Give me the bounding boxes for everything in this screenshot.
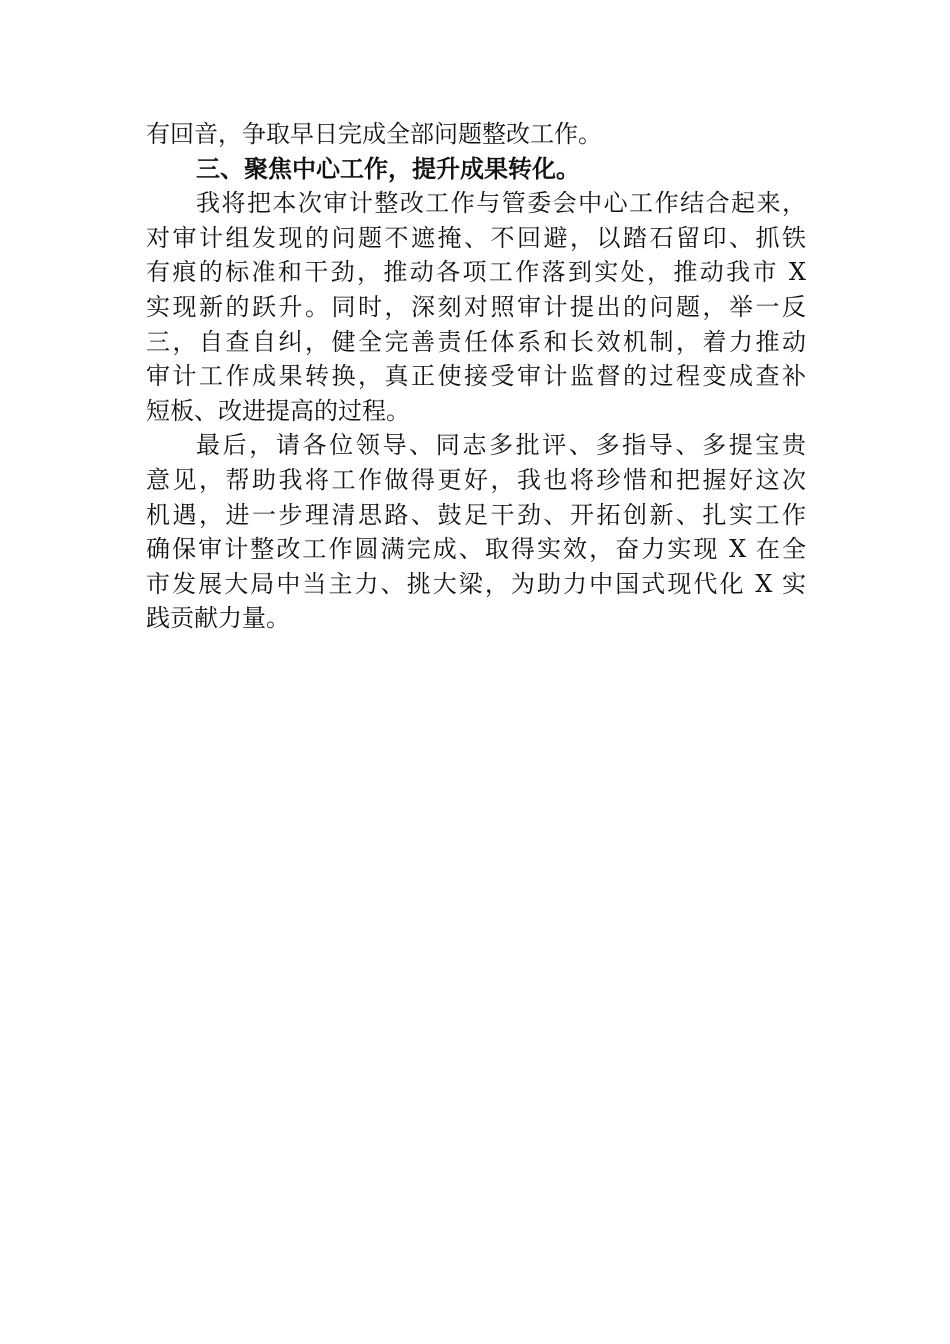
document-body bbox=[146, 117, 806, 636]
paragraph-line: 三，自查自纠，健全完善责任体系和长效机制，着力推动 bbox=[146, 327, 806, 356]
paragraph-line: 践贡献力量。 bbox=[146, 604, 290, 633]
paragraph-line: 我将把本次审计整改工作与管委会中心工作结合起来， bbox=[196, 189, 806, 218]
paragraph-line: 意见，帮助我将工作做得更好，我也将珍惜和把握好这次 bbox=[146, 465, 806, 494]
paragraph-line: 有回音，争取早日完成全部问题整改工作。 bbox=[146, 120, 602, 148]
section-heading: 三、聚焦中心工作，提升成果转化。 bbox=[196, 154, 580, 183]
paragraph-line: 机遇，进一步理清思路、鼓足干劲、开拓创新、扎实工作 bbox=[146, 500, 806, 529]
paragraph-line: 有痕的标准和干劲，推动各项工作落到实处，推动我市 X bbox=[146, 258, 806, 287]
paragraph-line: 审计工作成果转换，真正使接受审计监督的过程变成查补 bbox=[146, 362, 806, 391]
paragraph-line: 确保审计整改工作圆满完成、取得实效，奋力实现 X 在全 bbox=[146, 535, 806, 564]
paragraph-line: 短板、改进提高的过程。 bbox=[146, 396, 410, 425]
paragraph-line: 对审计组发现的问题不遮掩、不回避，以踏石留印、抓铁 bbox=[146, 223, 806, 252]
paragraph-line: 实现新的跃升。同时，深刻对照审计提出的问题，举一反 bbox=[146, 292, 806, 321]
paragraph-line: 最后，请各位领导、同志多批评、多指导、多提宝贵 bbox=[196, 431, 806, 460]
paragraph-line: 市发展大局中当主力、挑大梁，为助力中国式现代化 X 实 bbox=[146, 569, 806, 598]
